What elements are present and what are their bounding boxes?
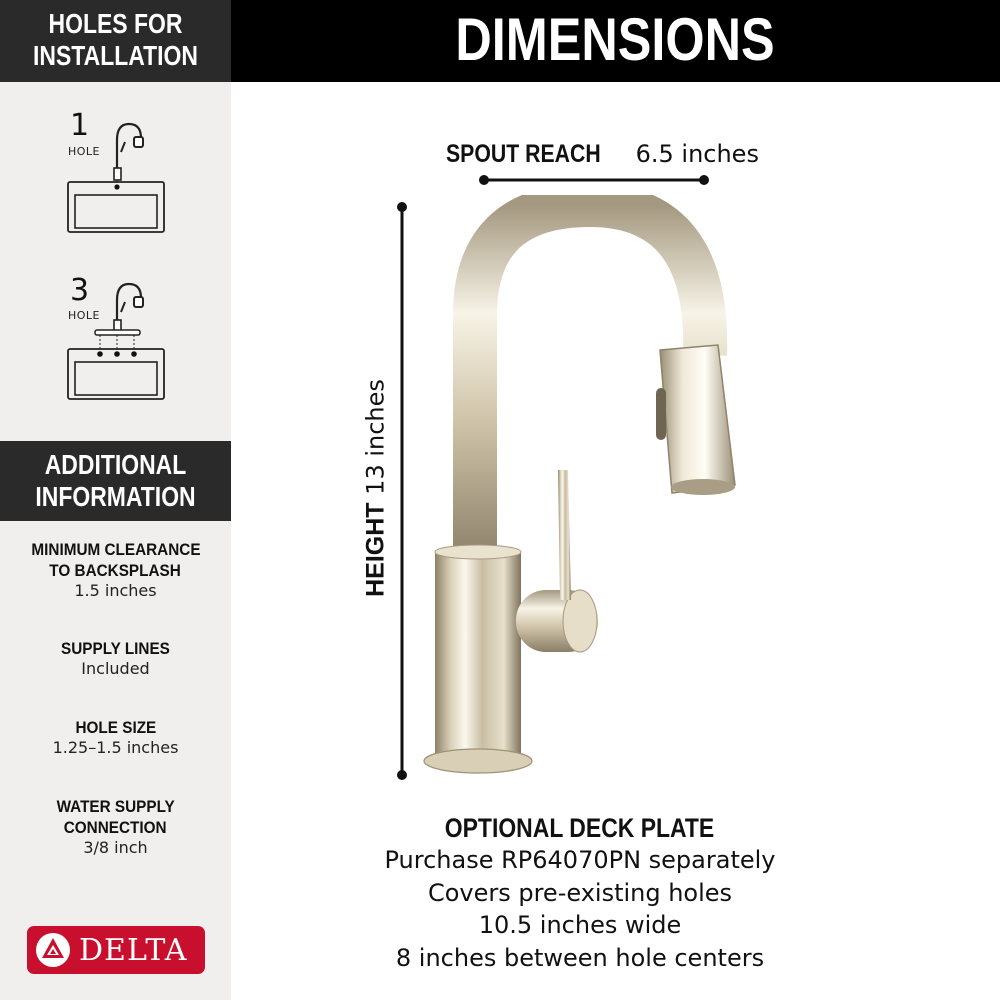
spout-reach-value: 6.5 inches <box>627 140 759 168</box>
height-value: 13 inches <box>361 379 390 503</box>
optional-deck-plate <box>350 812 810 974</box>
spout-reach-label: SPOUT REACH <box>446 140 601 168</box>
additional-information-header: ADDITIONAL INFORMATION <box>0 441 231 521</box>
info-key: CONNECTION <box>64 818 167 837</box>
deck-plate-line: Purchase RP64070PN separately <box>384 846 776 874</box>
info-value: 3/8 inch <box>83 838 148 857</box>
height-dimension <box>362 379 391 597</box>
deck-plate-line: 10.5 inches wide <box>478 911 682 939</box>
height-line <box>394 199 410 783</box>
info-key: WATER SUPPLY <box>56 797 175 816</box>
hole-label-3: HOLE <box>68 309 101 322</box>
deck-plate-line: 8 inches between hole centers <box>395 943 765 972</box>
left-panel <box>0 0 231 1000</box>
delta-logo <box>27 926 205 974</box>
info-value: Included <box>81 659 150 678</box>
info-key: SUPPLY LINES <box>61 639 170 658</box>
deck-plate-line: Covers pre-existing holes <box>427 878 733 907</box>
hole-label-1: HOLE <box>68 145 101 158</box>
info-hole-size <box>0 717 231 758</box>
delta-triangle-icon <box>33 930 73 970</box>
spout-reach-line <box>478 172 712 188</box>
hole-count-3: 3 <box>70 273 90 308</box>
info-key: HOLE SIZE <box>75 718 156 737</box>
deck-plate-title: OPTIONAL DECK PLATE <box>445 813 715 843</box>
holes-for-installation-header: HOLES FOR INSTALLATION <box>0 0 231 82</box>
info-key: TO BACKSPLASH <box>49 561 182 580</box>
info-key: MINIMUM CLEARANCE <box>30 540 201 559</box>
three-hole-sink-icon <box>65 272 170 402</box>
spout-reach-dimension <box>446 140 759 169</box>
page-title: DIMENSIONS <box>231 0 1000 82</box>
height-label: HEIGHT <box>361 502 390 597</box>
hole-count-1: 1 <box>70 108 90 143</box>
faucet-image <box>420 195 750 785</box>
info-supply-lines <box>0 638 231 679</box>
info-value: 1.25–1.5 inches <box>52 738 179 757</box>
info-water-supply-connection <box>0 796 231 858</box>
info-value: 1.5 inches <box>74 581 157 600</box>
logo-text: DELTA <box>79 932 188 968</box>
info-minimum-clearance <box>0 539 231 601</box>
one-hole-sink-icon <box>65 110 170 235</box>
